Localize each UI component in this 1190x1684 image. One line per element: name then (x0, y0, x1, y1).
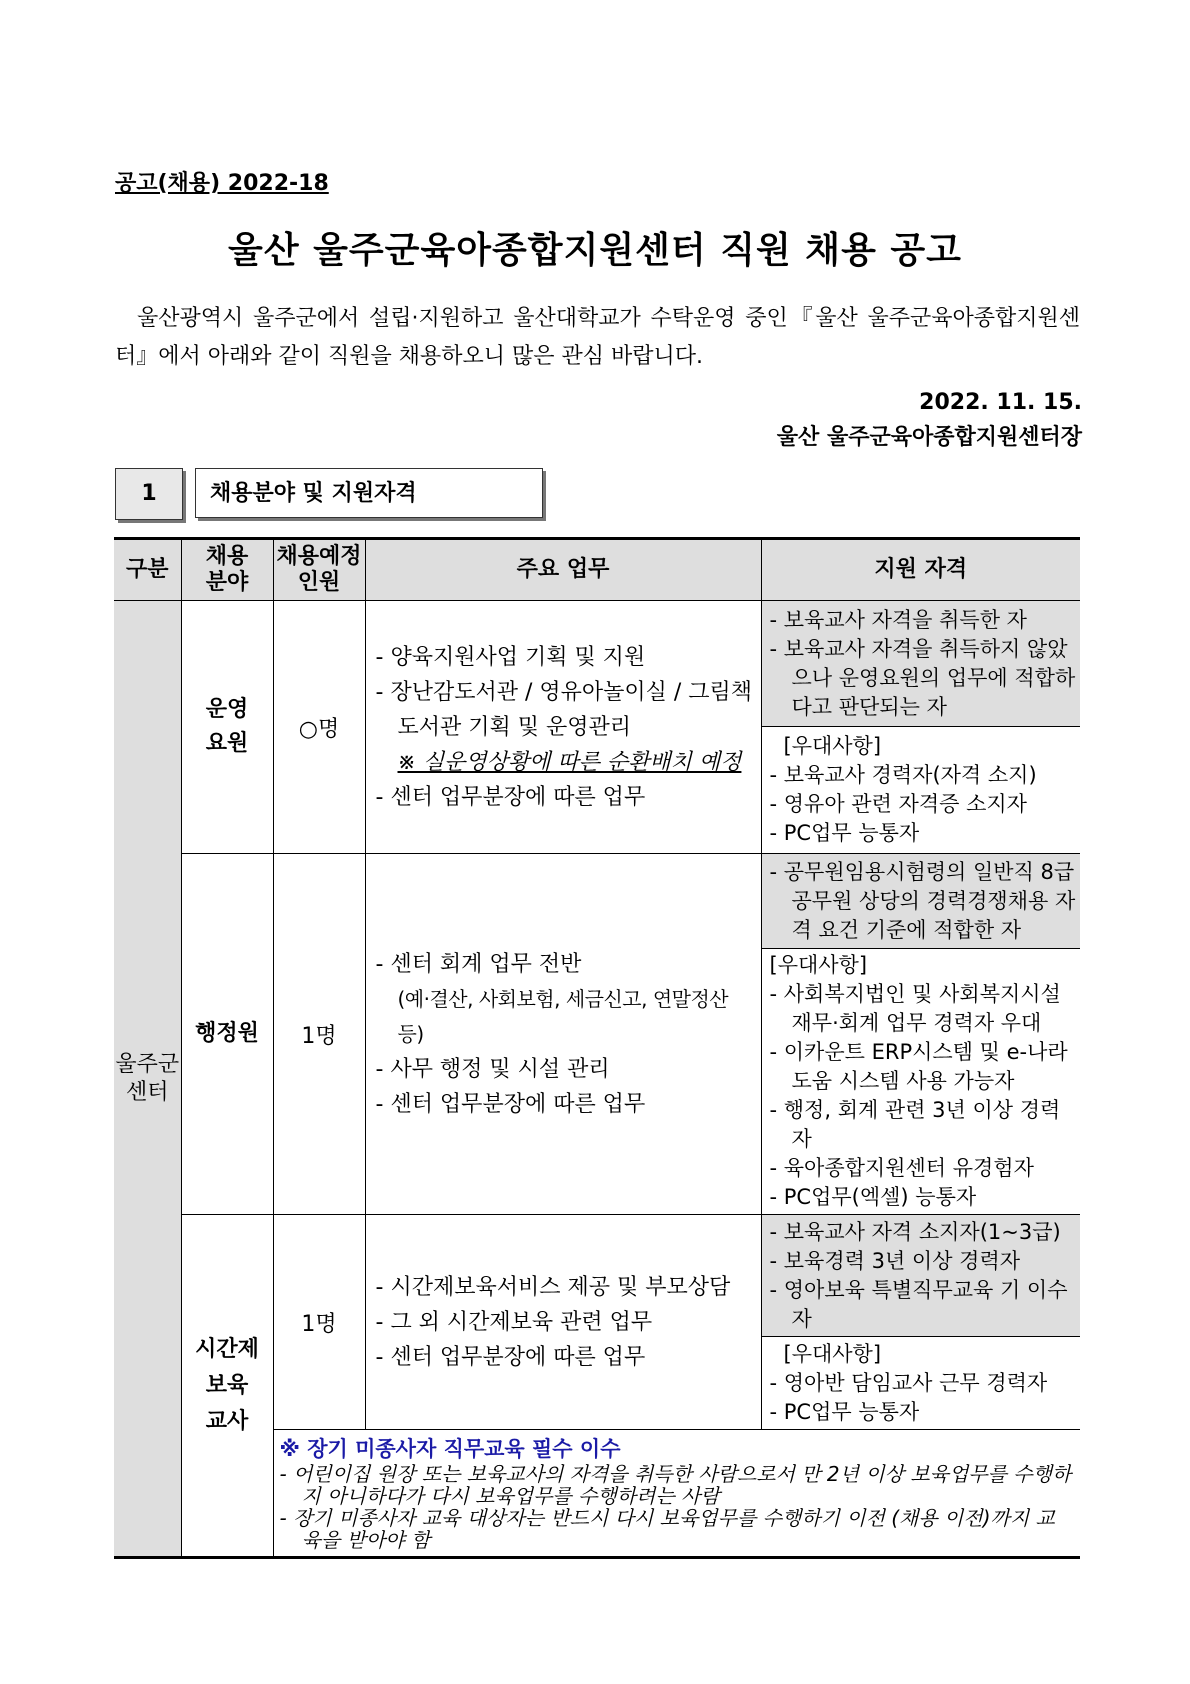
warning-cell (273, 1430, 1080, 1558)
signer: 울산 울주군육아종합지원센터장 (776, 425, 1082, 450)
field-cell: 행정원 (181, 854, 273, 1215)
table-header-row (114, 539, 1080, 601)
preference-label: [우대사항] (769, 953, 868, 977)
preference-label: [우대사항] (783, 1341, 882, 1366)
preference-item: - 사회복지법인 및 사회복지시설 재무·회계 업무 경력자 우대 (770, 980, 1077, 1038)
duty-sub: (예·결산, 사회보험, 세금신고, 연말정산 등) (397, 986, 729, 1046)
duty-cell (365, 1215, 761, 1430)
duty-item: - 사무 행정 및 시설 관리 (376, 1052, 757, 1087)
preference-cell (761, 949, 1080, 1215)
qualification-item: - 영아보육 특별직무교육 기 이수자 (770, 1276, 1077, 1334)
duty-item: - 센터 업무분장에 따른 업무 (376, 1340, 757, 1375)
qualification-cell (761, 1215, 1080, 1337)
warning-title: ※ 장기 미종사자 직무교육 필수 이수 (279, 1437, 621, 1461)
preference-item: - PC업무(엑셀) 능통자 (770, 1183, 1077, 1212)
qualification-cell (761, 601, 1080, 727)
count-cell: ○명 (273, 601, 365, 854)
section-number: 1 (115, 468, 183, 520)
duty-item: - 그 외 시간제보육 관련 업무 (376, 1305, 757, 1340)
preference-label: [우대사항] (783, 734, 882, 758)
preference-item: - PC업무 능통자 (770, 819, 1077, 848)
duty-item: - 센터 회계 업무 전반 (376, 947, 757, 982)
duty-item: - 장난감도서관 / 영유아놀이실 / 그림책 도서관 기획 및 운영관리 (376, 675, 757, 745)
count-cell: 1명 (273, 1215, 365, 1430)
preference-item: - 보육교사 경력자(자격 소지) (770, 761, 1077, 790)
field-cell: 운영 요원 (181, 601, 273, 854)
preference-item: - 이카운트 ERP시스템 및 e-나라 도움 시스템 사용 가능자 (770, 1038, 1077, 1096)
field-cell: 시간제 보육 교사 (181, 1215, 273, 1558)
duty-item: - 양육지원사업 기획 및 지원 (376, 640, 757, 675)
preference-item: - PC업무 능통자 (770, 1398, 1077, 1427)
intro-text: 울산광역시 울주군에서 설립·지원하고 울산대학교가 수탁운영 중인『울산 울주군육아종합지원센터』에서 아래와 같이 직원을 채용하오니 많은 관심 바랍니다. (115, 306, 1080, 369)
preference-item: - 행정, 회계 관련 3년 이상 경력자 (770, 1096, 1077, 1154)
duty-item: - 시간제보육서비스 제공 및 부모상담 (376, 1270, 757, 1305)
header-field: 채용 분야 (181, 539, 273, 601)
duty-item: - 센터 업무분장에 따른 업무 (376, 780, 757, 815)
page-title: 울산 울주군육아종합지원센터 직원 채용 공고 (228, 230, 962, 271)
warning-item: - 장기 미종사자 교육 대상자는 반드시 다시 보육업무를 수행하기 이전 (채용 이전)까지 교육을 받아야 함 (280, 1507, 1073, 1551)
qualification-item: - 보육교사 자격을 취득하지 않았으나 운영요원의 업무에 적합하다고 판단되는 자 (770, 635, 1077, 722)
duty-cell (365, 854, 761, 1215)
count-cell: 1명 (273, 854, 365, 1215)
preference-item: - 영유아 관련 자격증 소지자 (770, 790, 1077, 819)
table-row (114, 1215, 1080, 1337)
recruitment-table (114, 537, 1080, 1559)
section-title: 채용분야 및 지원자격 (195, 468, 543, 518)
preference-item: - 영아반 담임교사 근무 경력자 (770, 1369, 1077, 1398)
qualification-cell (761, 854, 1080, 949)
table-row (114, 601, 1080, 727)
duty-note: ※ 실운영상황에 따른 순환배치 예정 (397, 749, 742, 775)
duty-item: - 센터 업무분장에 따른 업무 (376, 1087, 757, 1122)
duty-cell (365, 601, 761, 854)
preference-cell (761, 1337, 1080, 1430)
header-category: 구분 (114, 539, 181, 601)
header-qualification: 지원 자격 (761, 539, 1080, 601)
qualification-item: - 보육교사 자격 소지자(1~3급) (770, 1218, 1077, 1247)
qualification-item: - 보육경력 3년 이상 경력자 (770, 1247, 1077, 1276)
header-duty: 주요 업무 (365, 539, 761, 601)
table-row (114, 854, 1080, 949)
qualification-item: - 공무원임용시험령의 일반직 8급 공무원 상당의 경력경쟁채용 자격 요건 기준에 적합한 자 (770, 858, 1077, 945)
category-cell: 울주군 센터 (114, 601, 181, 1558)
preference-item: - 육아종합지원센터 유경험자 (770, 1154, 1077, 1183)
header-count: 채용예정 인원 (273, 539, 365, 601)
warning-item: - 어린이집 원장 또는 보육교사의 자격을 취득한 사람으로서 만 2년 이상 보육업무를 수행하지 아니하다가 다시 보육업무를 수행하려는 사람 (280, 1463, 1073, 1507)
preference-cell (761, 727, 1080, 854)
notice-date: 2022. 11. 15. (919, 390, 1082, 415)
qualification-item: - 보육교사 자격을 취득한 자 (770, 606, 1077, 635)
intro-paragraph (115, 300, 1080, 376)
notice-number: 공고(채용) 2022-18 (115, 171, 329, 196)
